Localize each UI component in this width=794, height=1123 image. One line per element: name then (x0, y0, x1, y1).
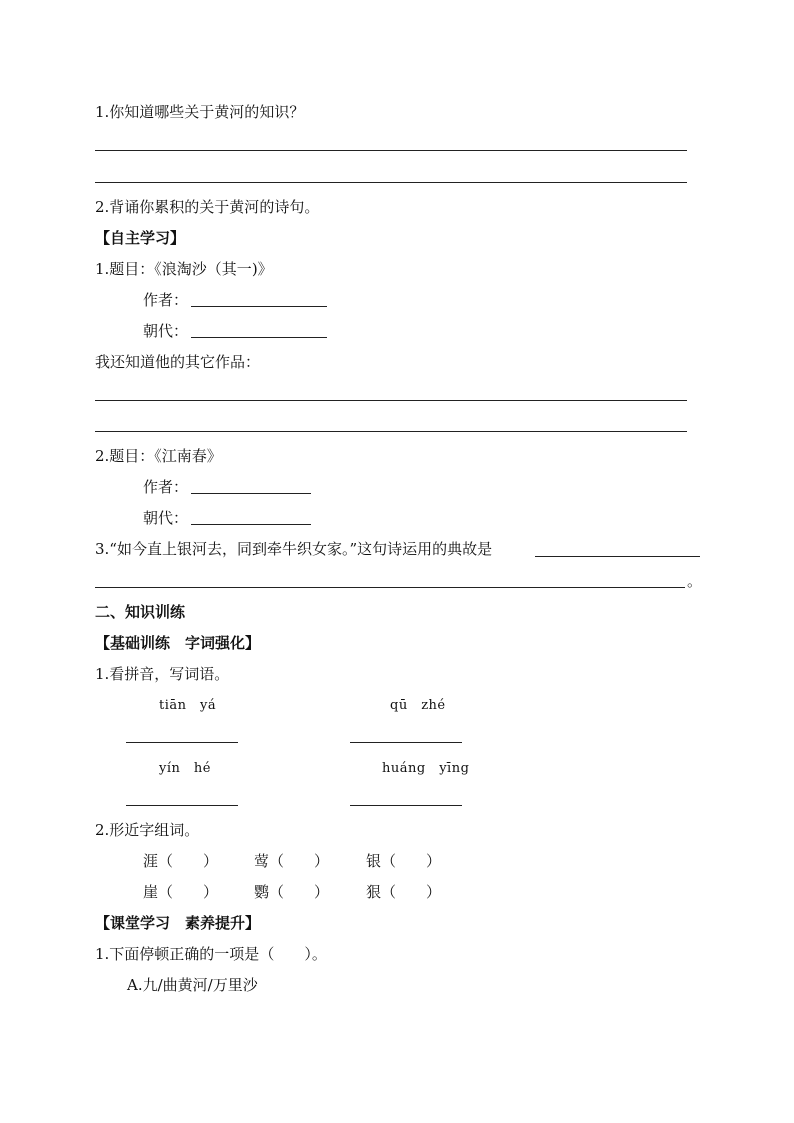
end-period: 。 (687, 572, 703, 590)
dynasty-label: 朝代： (143, 509, 189, 527)
pinyin-question: 1.看拼音，写词语。 (95, 665, 230, 683)
basic-training-heading: 【基础训练 字词强化】 (95, 634, 261, 652)
similar-chars-question: 2.形近字组词。 (95, 821, 200, 839)
self-study-item1-title: 1.题目：《浪淘沙（其一)》 (95, 260, 273, 278)
knowledge-training-heading: 二、知识训练 (95, 603, 186, 621)
author-label: 作者： (143, 478, 189, 496)
similar-char-ying2[interactable]: 鹦（ ） (254, 883, 330, 901)
pinyin-answer-blank[interactable] (350, 742, 462, 743)
similar-char-hen[interactable]: 狠（ ） (366, 883, 442, 901)
pinyin-answer-blank[interactable] (126, 742, 238, 743)
pinyin-yinhe: yín hé (159, 761, 211, 776)
question-2-recite-poems: 2.背诵你累积的关于黄河的诗句。 (95, 198, 320, 216)
allusion-blank[interactable] (535, 556, 700, 557)
answer-line[interactable] (95, 400, 687, 401)
similar-char-ya2[interactable]: 崖（ ） (143, 883, 219, 901)
dynasty-blank[interactable] (191, 337, 327, 338)
pinyin-answer-blank[interactable] (350, 805, 462, 806)
allusion-blank-continued[interactable] (95, 587, 685, 588)
self-study-heading: 【自主学习】 (95, 229, 186, 247)
dynasty-blank[interactable] (191, 524, 311, 525)
similar-char-yin[interactable]: 银（ ） (366, 852, 442, 870)
self-study-item2-title: 2.题目：《江南春》 (95, 447, 222, 465)
similar-char-ya[interactable]: 涯（ ） (143, 852, 219, 870)
author-label: 作者： (143, 291, 189, 309)
option-a[interactable]: A.九/曲黄河/万里沙 (127, 976, 258, 994)
pinyin-quzhe: qū zhé (390, 698, 446, 713)
answer-line[interactable] (95, 150, 687, 151)
answer-line[interactable] (95, 182, 687, 183)
self-study-item3-text: 3.“如今直上银河去，同到牵牛织女家。”这句诗运用的典故是 (95, 540, 493, 558)
author-blank[interactable] (191, 493, 311, 494)
classroom-study-heading: 【课堂学习 素养提升】 (95, 914, 261, 932)
pinyin-answer-blank[interactable] (126, 805, 238, 806)
answer-line[interactable] (95, 431, 687, 432)
dynasty-label: 朝代： (143, 322, 189, 340)
pinyin-huangying: huáng yīng (382, 761, 470, 776)
classroom-question-1: 1.下面停顿正确的一项是（ ）。 (95, 945, 327, 963)
question-1-yellow-river-knowledge: 1.你知道哪些关于黄河的知识？ (95, 103, 305, 121)
similar-char-ying[interactable]: 莺（ ） (254, 852, 330, 870)
author-blank[interactable] (191, 306, 327, 307)
pinyin-tianya: tiān yá (159, 698, 217, 713)
other-works-label: 我还知道他的其它作品： (95, 353, 261, 371)
